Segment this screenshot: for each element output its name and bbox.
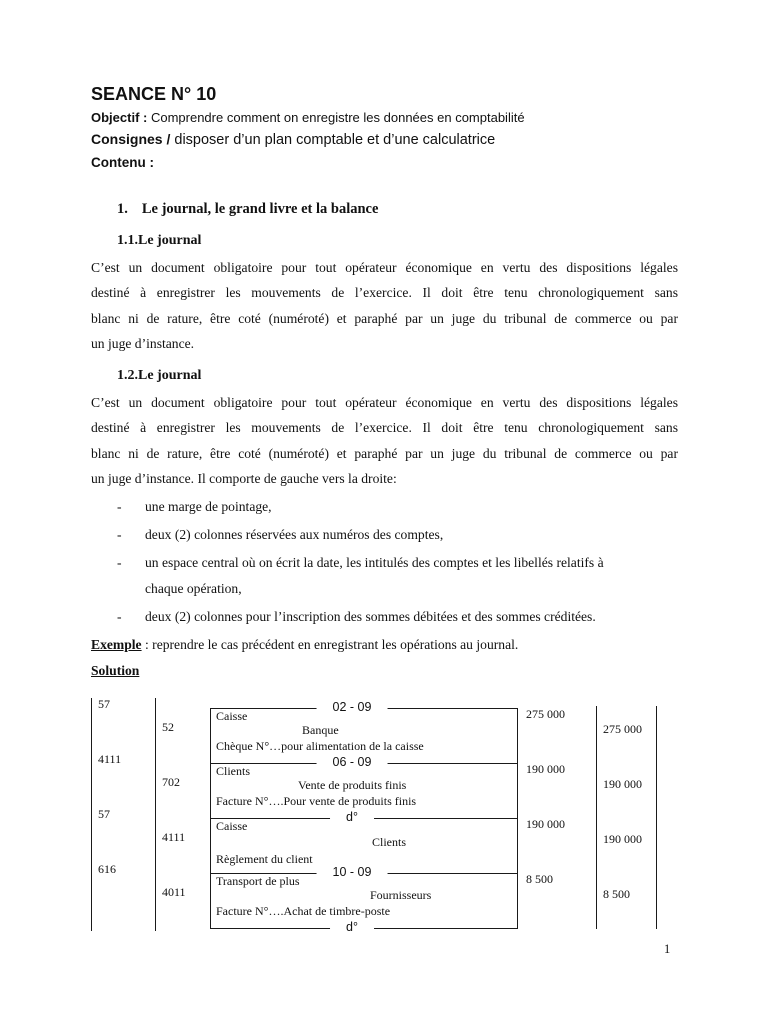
journal-right-outer-rule [656,706,657,929]
debit-account-label: Clients [216,764,251,778]
journal-right-inner-rule [596,706,597,929]
journal-table [0,695,768,955]
bullet-text [145,550,677,602]
paragraph-1-1 [91,255,678,356]
debit-account-number: 57 [98,807,110,821]
credit-account-label: Fournisseurs [370,888,432,902]
credit-account-label: Clients [372,835,407,849]
page-title: SEANCE N° 10 [91,84,217,104]
bullet-text-line: un espace central où on écrit la date, les intitulés des comptes et les libellés relatifs à [145,555,604,570]
entry-memo: Règlement du client [216,852,313,866]
paragraph-line: destiné à enregistrer les mouvements de l’exercice. Il doit être tenu chronologiquement sans [91,420,678,436]
paragraph-line: blanc ni de rature, être coté (numéroté) et paraphé par un juge du tribunal de commerce ou par [91,445,678,461]
bullet-text: une marge de pointage, [145,499,272,514]
credit-account-label: Banque [302,723,339,737]
journal-entry-date: d° [330,810,374,824]
list-item [117,494,677,520]
bullet-marker: - [117,555,122,570]
solution-label: Solution [91,663,140,678]
journal-entry-date: 06 - 09 [317,755,388,769]
paragraph-line: un juge d’instance. Il comporte de gauche vers la droite: [91,470,397,486]
journal-entry-date: 02 - 09 [317,700,388,714]
credit-amount: 190 000 [603,777,642,791]
list-item [117,550,677,602]
consignes-text: disposer d’un plan comptable et d’une calculatrice [174,132,496,148]
credit-account-number: 52 [162,720,174,734]
contenu-label: Contenu : [91,155,154,170]
contenu-line [91,155,154,170]
debit-amount: 190 000 [526,762,565,776]
debit-account-number: 57 [98,697,110,711]
exemple-text: : reprendre le cas précédent en enregistrant les opérations au journal. [141,637,519,652]
bullet-text-line: chaque opération, [145,581,242,596]
subsection-1-2-title: 1.2.Le journal [117,368,202,383]
entry-memo: Chèque N°…pour alimentation de la caisse [216,739,424,753]
consignes-line [91,131,495,148]
entry-memo: Facture N°….Pour vente de produits finis [216,794,417,808]
debit-amount: 190 000 [526,817,565,831]
journal-entry-date: 10 - 09 [317,865,388,879]
objectif-text: Comprendre comment on enregistre les données en comptabilité [150,110,525,125]
exemple-line [91,637,518,653]
credit-amount: 190 000 [603,832,642,846]
bullet-list [117,494,677,632]
debit-account-label: Caisse [216,819,248,833]
section-heading-1-text: Le journal, le grand livre et la balance [141,201,379,217]
journal-left-inner-rule [155,698,156,931]
journal-left-outer-rule [91,698,92,931]
credit-account-number: 4011 [162,885,186,899]
journal-footer-date: d° [330,920,374,934]
exemple-label: Exemple [91,637,142,652]
list-item [117,522,677,548]
debit-amount: 8 500 [526,872,553,886]
credit-amount: 275 000 [603,722,642,736]
debit-amount: 275 000 [526,707,565,721]
debit-account-label: Caisse [216,709,248,723]
credit-amount: 8 500 [603,887,630,901]
debit-account-number: 4111 [98,752,122,766]
paragraph-line: C’est un document obligatoire pour tout opérateur économique en vertu des dispositions légales [91,395,678,410]
bullet-marker: - [117,499,122,514]
paragraph-line: C’est un document obligatoire pour tout opérateur économique en vertu des dispositions légales [91,260,678,275]
section-heading-1 [117,201,378,218]
paragraph-line: destiné à enregistrer les mouvements de l’exercice. Il doit être tenu chronologiquement sans [91,285,678,301]
list-item [117,604,677,630]
debit-account-number: 616 [98,862,116,876]
consignes-label: Consignes / [91,131,171,147]
entry-memo: Facture N°….Achat de timbre-poste [216,904,391,918]
subsection-1-1-title: 1.1.Le journal [117,233,202,248]
section-heading-1-number: 1. [117,201,128,217]
bullet-marker: - [117,527,122,542]
bullet-text: deux (2) colonnes réservées aux numéros des comptes, [145,527,444,542]
credit-account-label: Vente de produits finis [298,778,407,792]
objectif-line [91,110,525,125]
bullet-marker: - [117,609,122,624]
objectif-label: Objectif : [91,110,148,125]
paragraph-1-2 [91,390,678,491]
bullet-text: deux (2) colonnes pour l’inscription des sommes débitées et des sommes créditées. [145,609,596,624]
credit-account-number: 702 [162,775,180,789]
page-number: 1 [664,942,671,956]
credit-account-number: 4111 [162,830,186,844]
paragraph-line: blanc ni de rature, être coté (numéroté) et paraphé par un juge du tribunal de commerce ou par [91,310,678,326]
debit-account-label: Transport de plus [216,874,300,888]
paragraph-line: un juge d’instance. [91,335,195,351]
